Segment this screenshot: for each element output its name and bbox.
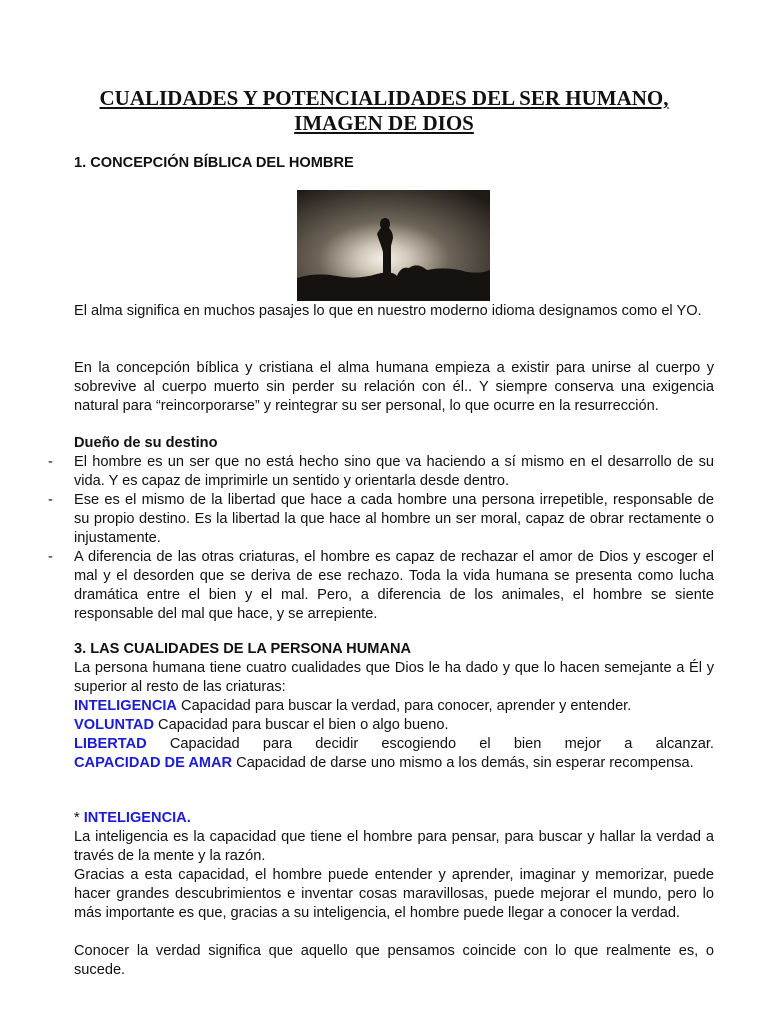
silhouette-at-sunset-image [297,190,490,301]
quality-description: Capacidad para decidir escogiendo el bien mejor a alcanzar. [146,736,714,752]
asterisk: * [74,810,84,826]
quality-term: CAPACIDAD DE AMAR [74,755,233,771]
destiny-list [48,453,714,624]
inteligencia-paragraph-3: Conocer la verdad significa que aquello que pensamos coincide con lo que realmente es, o sucede. [74,943,714,978]
list-dash: - [48,549,53,565]
list-dash: - [48,492,53,508]
page-title-line-1: CUALIDADES Y POTENCIALIDADES DEL SER HUMANO, [99,86,669,110]
soul-paragraph: El alma significa en muchos pasajes lo que en nuestro moderno idioma designamos como el YO. [74,303,702,319]
qualities-list [74,697,714,773]
qualities-intro: La persona humana tiene cuatro cualidades que Dios le ha dado y que lo hacen semejante a Él y superior al resto de las criaturas: [74,660,714,695]
list-dash: - [48,454,53,470]
quality-term: INTELIGENCIA [74,698,177,714]
list-item-text: Ese es el mismo de la libertad que hace a cada hombre una persona irrepetible, responsable de su propio destino. Es la libertad la que hace al hombre un ser moral, capaz de obrar rectamente o injustamente. [74,492,714,546]
list-item [48,548,714,624]
quality-description: Capacidad de darse uno mismo a los demás, sin esperar recompensa. [232,755,694,771]
page-title-line-2: IMAGEN DE DIOS [294,111,474,135]
section-1-heading: 1. CONCEPCIÓN BÍBLICA DEL HOMBRE [74,155,354,171]
quality-item [74,754,714,773]
quality-item [74,735,714,754]
quality-item [74,716,714,735]
quality-term: LIBERTAD [74,736,147,752]
list-item [48,491,714,548]
list-item-text: El hombre es un ser que no está hecho sino que va haciendo a sí mismo en el desarrollo de su vida. Y es capaz de imprimirle un sentido y orientarla desde dentro. [74,454,714,489]
section-3-heading: 3. LAS CUALIDADES DE LA PERSONA HUMANA [74,641,412,657]
destiny-subheading: Dueño de su destino [74,435,218,451]
biblical-conception-paragraph: En la concepción bíblica y cristiana el alma humana empieza a existir para unirse al cuerpo y sobrevive al cuerpo muerto sin perder su relación con él.. Y siempre conserva una exigencia natural para “reincorporarse” y reintegrar su ser personal, lo que ocurre en la resurrección. [74,360,714,414]
quality-description: Capacidad para buscar el bien o algo bueno. [154,717,449,733]
quality-term: VOLUNTAD [74,717,154,733]
inteligencia-heading [74,809,714,828]
list-item [48,453,714,491]
quality-description: Capacidad para buscar la verdad, para conocer, aprender y entender. [176,698,632,714]
inteligencia-paragraph-1: La inteligencia es la capacidad que tiene el hombre para pensar, para buscar y hallar la verdad a través de la mente y la razón. [74,829,714,864]
inteligencia-paragraph-2: Gracias a esta capacidad, el hombre puede entender y aprender, imaginar y memorizar, puede hacer grandes descubrimientos e inventar cosas maravillosas, puede mejorar el mundo, pero lo más importante es que, gracias a su inteligencia, el hombre puede llegar a conocer la verdad. [74,867,714,921]
inteligencia-title: INTELIGENCIA. [83,810,191,826]
list-item-text: A diferencia de las otras criaturas, el hombre es capaz de rechazar el amor de Dios y escoger el mal y el desorden que se deriva de ese rechazo. Toda la vida humana se presenta como lucha dramática entre el bien y el mal. Pero, a diferencia de los animales, el hombre se siente responsable del mal que hace, y se arrepiente. [74,549,714,622]
quality-item [74,697,714,716]
page-title [0,86,768,136]
